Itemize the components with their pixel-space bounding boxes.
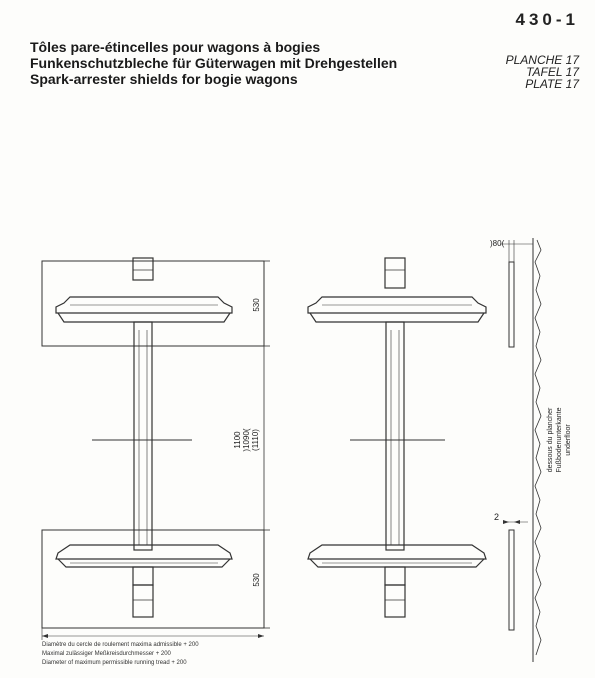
footnote-french: Diamètre du cercle de roulement maxima admissible + 200 <box>42 642 199 648</box>
left-view <box>42 258 264 628</box>
left-dimensions <box>42 261 270 640</box>
footnotes <box>42 641 199 668</box>
dimension-wheelbase-1: 1100 <box>233 431 242 449</box>
dimension-upper-shield: 530 <box>252 298 261 312</box>
footnote-german: Maximal zulässiger Meßkreisdurchmesser + 200 <box>42 651 171 657</box>
middle-view <box>308 258 486 617</box>
title-english: Spark-arrester shields for bogie wagons <box>30 71 298 87</box>
left-upper-wheel <box>56 297 232 322</box>
left-lower-wheel <box>56 545 232 585</box>
title-french: Tôles pare-étincelles pour wagons à bogies <box>30 39 321 55</box>
dimension-lower-shield: 530 <box>252 573 261 587</box>
footnote-english: Diameter of maximum permissible running tread + 200 <box>42 660 187 666</box>
lower-shield-section <box>509 530 514 630</box>
dimension-offset-top: )80( <box>490 239 505 248</box>
dimension-wheelbase-3: (1110) <box>251 429 260 451</box>
middle-upper-wheel <box>308 297 486 322</box>
plate-french: PLANCHE 17 <box>505 53 579 67</box>
dimension-gap-bottom: 2 <box>494 512 500 522</box>
plate-german: TAFEL 17 <box>526 65 579 79</box>
label-underfloor-fr: dessous du plancher <box>547 407 554 473</box>
label-underfloor-de: Fußbodenunterkante <box>556 407 563 473</box>
title-german: Funkenschutzbleche für Güterwagen mit Drehgestellen <box>30 55 398 71</box>
right-view <box>490 238 572 662</box>
middle-lower-wheel <box>308 545 486 567</box>
plate-english: PLATE 17 <box>525 77 579 91</box>
upper-shield-section <box>509 262 514 347</box>
label-underfloor-en: underfloor <box>565 424 572 456</box>
document-number: 430-1 <box>515 10 579 29</box>
dimension-wheelbase-2: )1090( <box>242 428 251 452</box>
